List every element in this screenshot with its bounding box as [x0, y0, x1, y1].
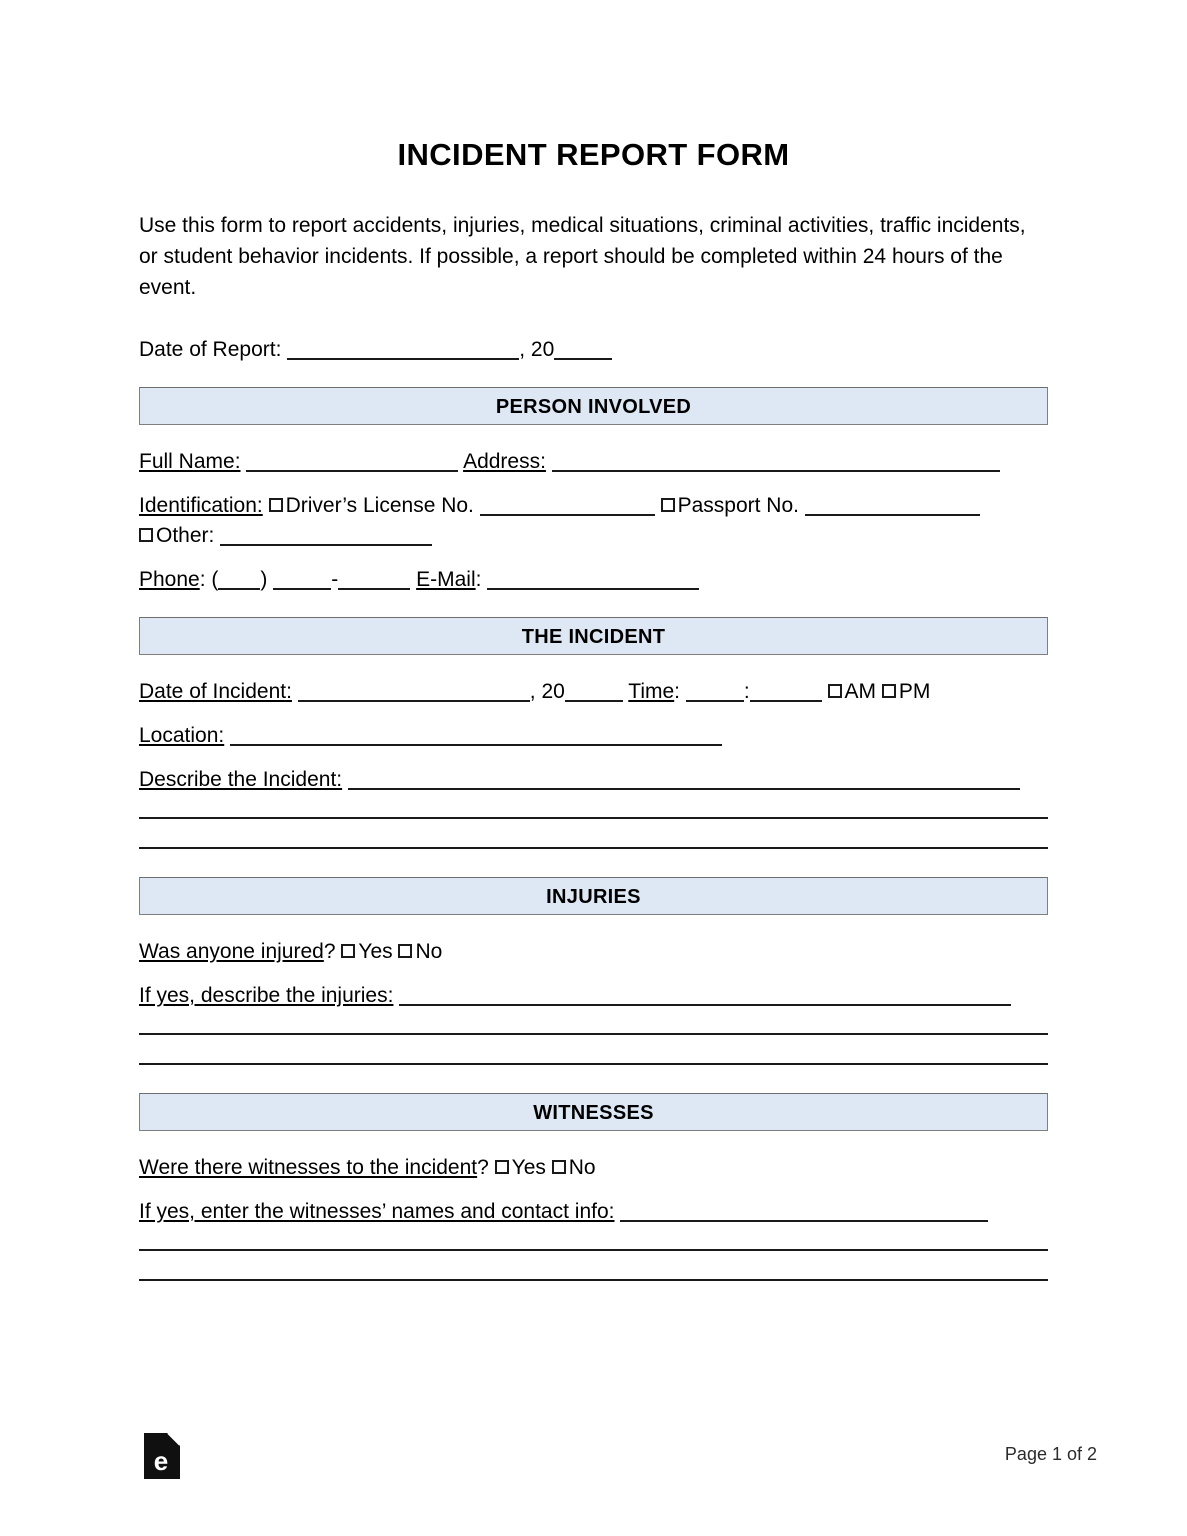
describe-injuries-label: If yes, describe the injuries:: [139, 984, 394, 1008]
checkbox-witnesses-yes[interactable]: [495, 1160, 509, 1174]
witness-names-input[interactable]: [620, 1206, 988, 1222]
phone-email-row: [139, 565, 1048, 595]
witness-names-line-2[interactable]: [139, 1227, 1048, 1257]
witnesses-yes-label: Yes: [511, 1156, 546, 1180]
drivers-license-input[interactable]: [480, 500, 655, 516]
phone-dash: -: [331, 568, 339, 592]
was-anyone-injured-label: Was anyone injured: [139, 940, 324, 964]
spacer: [139, 477, 1048, 491]
section-header-the-incident: THE INCIDENT: [139, 617, 1048, 655]
section-header-injuries: INJURIES: [139, 877, 1048, 915]
was-anyone-injured-row: [139, 937, 1048, 967]
address-input[interactable]: [552, 456, 1000, 472]
were-there-witnesses-question-mark: ?: [477, 1156, 489, 1180]
spacer: [139, 1183, 1048, 1197]
checkbox-injured-no[interactable]: [398, 944, 412, 958]
intro-paragraph: Use this form to report accidents, injuries, medical situations, criminal activities, traffic incidents, or student behavior incidents. If possible, a report should be completed within 24 hours of the event.: [139, 214, 1026, 300]
spacer: [139, 1071, 1048, 1093]
address-label: Address:: [463, 450, 546, 474]
time-minute-input[interactable]: [750, 686, 822, 702]
describe-injuries-line-3[interactable]: [139, 1041, 1048, 1071]
date-of-incident-input[interactable]: [298, 686, 530, 702]
location-input[interactable]: [230, 730, 722, 746]
date-of-report-year-prefix: , 20: [519, 338, 555, 362]
phone-prefix-input[interactable]: [273, 574, 331, 590]
spacer: [139, 303, 1048, 335]
checkbox-pm[interactable]: [882, 684, 896, 698]
email-input[interactable]: [487, 574, 699, 590]
email-label: E-Mail: [416, 568, 476, 592]
full-name-input[interactable]: [246, 456, 458, 472]
describe-injuries-input[interactable]: [399, 990, 1011, 1006]
phone-open-paren: (: [211, 568, 219, 592]
checkbox-witnesses-no[interactable]: [552, 1160, 566, 1174]
injured-yes-label: Yes: [358, 940, 393, 964]
page-number: Page 1 of 2: [1004, 1444, 1097, 1464]
checkbox-passport[interactable]: [661, 498, 675, 512]
phone-line-input[interactable]: [338, 574, 410, 590]
page-footer: [139, 1432, 1097, 1492]
section-header-witnesses: WITNESSES: [139, 1093, 1048, 1131]
other-id-label: Other:: [156, 524, 215, 548]
checkbox-drivers-license[interactable]: [269, 498, 283, 512]
describe-incident-line-2[interactable]: [139, 795, 1048, 825]
page-title: INCIDENT REPORT FORM: [397, 137, 790, 172]
were-there-witnesses-row: [139, 1153, 1048, 1183]
pm-label: PM: [898, 680, 931, 704]
checkbox-other-id[interactable]: [139, 528, 153, 542]
spacer: [139, 1131, 1048, 1153]
location-label: Location:: [139, 724, 225, 748]
describe-injuries-line-2[interactable]: [139, 1011, 1048, 1041]
witnesses-no-label: No: [568, 1156, 596, 1180]
date-of-incident-label: Date of Incident:: [139, 680, 292, 704]
spacer: [139, 425, 1048, 447]
spacer: [139, 707, 1048, 721]
was-anyone-injured-question-mark: ?: [323, 940, 336, 964]
spacer: [139, 751, 1048, 765]
drivers-license-label: Driver’s License No.: [285, 494, 474, 518]
document-page: [139, 0, 1048, 1536]
full-name-label: Full Name:: [139, 450, 241, 474]
phone-colon: :: [199, 568, 206, 592]
time-label: Time: [628, 680, 675, 704]
date-of-incident-row: [139, 677, 1048, 707]
witness-names-line-3[interactable]: [139, 1257, 1048, 1287]
checkbox-injured-yes[interactable]: [341, 944, 355, 958]
passport-label: Passport No.: [677, 494, 799, 518]
injured-no-label: No: [415, 940, 443, 964]
date-of-report-row: [139, 335, 1048, 365]
describe-incident-row: [139, 765, 1048, 795]
time-colon: :: [674, 680, 681, 704]
spacer: [139, 551, 1048, 565]
phone-label: Phone: [139, 568, 200, 592]
phone-area-code-input[interactable]: [218, 574, 260, 590]
email-colon: :: [475, 568, 482, 592]
spacer: [139, 967, 1048, 981]
date-of-report-year-input[interactable]: [554, 344, 612, 360]
were-there-witnesses-label: Were there witnesses to the incident: [139, 1156, 478, 1180]
spacer: [139, 915, 1048, 937]
describe-incident-input[interactable]: [348, 774, 1020, 790]
spacer: [139, 655, 1048, 677]
passport-input[interactable]: [805, 500, 980, 516]
date-of-report-input[interactable]: [287, 344, 519, 360]
identification-label: Identification:: [139, 494, 263, 518]
identification-row: [139, 491, 1048, 521]
am-label: AM: [844, 680, 877, 704]
eforms-logo-letter: e: [153, 1446, 169, 1476]
date-of-report-label: Date of Report:: [139, 338, 282, 362]
spacer: [139, 365, 1048, 387]
describe-incident-line-3[interactable]: [139, 825, 1048, 855]
witness-names-row: [139, 1197, 1048, 1227]
location-row: [139, 721, 1048, 751]
describe-incident-label: Describe the Incident:: [139, 768, 343, 792]
time-separator: :: [743, 680, 750, 704]
other-id-input[interactable]: [220, 530, 432, 546]
time-hour-input[interactable]: [686, 686, 744, 702]
identification-other-row: [139, 521, 1048, 551]
date-of-incident-year-prefix: , 20: [529, 680, 565, 704]
eforms-logo-icon[interactable]: [143, 1432, 181, 1480]
section-header-person-involved: PERSON INVOLVED: [139, 387, 1048, 425]
describe-injuries-row: [139, 981, 1048, 1011]
phone-close-paren: ): [260, 568, 268, 592]
date-of-incident-year-input[interactable]: [565, 686, 623, 702]
witness-names-label: If yes, enter the witnesses’ names and contact info:: [139, 1200, 615, 1224]
spacer: [139, 595, 1048, 617]
checkbox-am[interactable]: [828, 684, 842, 698]
spacer: [139, 855, 1048, 877]
full-name-row: [139, 447, 1048, 477]
